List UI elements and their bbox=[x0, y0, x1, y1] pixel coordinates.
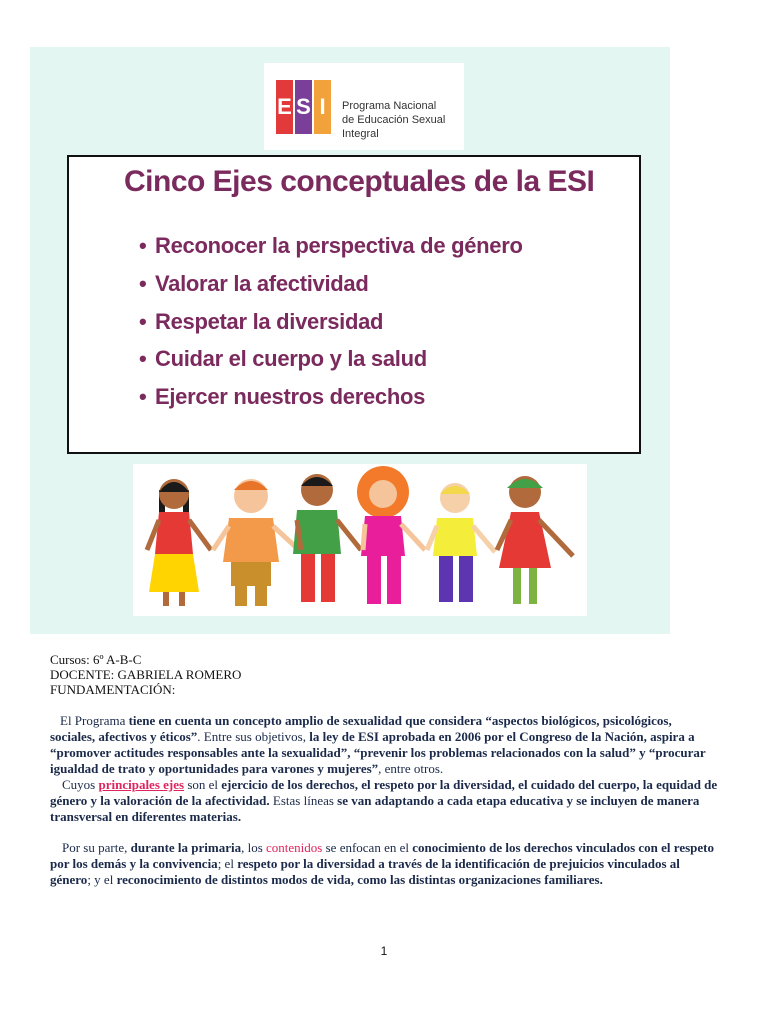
section-heading: FUNDAMENTACIÓN: bbox=[50, 682, 176, 697]
axes-box bbox=[67, 155, 641, 454]
text-span: son el bbox=[184, 777, 222, 792]
page-number: 1 bbox=[380, 944, 388, 958]
paragraph-axes bbox=[50, 777, 718, 825]
child-figure bbox=[357, 466, 425, 604]
text-bold: tiene en cuenta un concepto amplio de sexualidad que considera “aspectos biológicos, psicológicos, sociales, afectivos y éticos” bbox=[50, 713, 672, 744]
esi-logo bbox=[264, 63, 464, 150]
text-span: El Programa bbox=[60, 713, 129, 728]
axis-item bbox=[139, 346, 427, 372]
axis-item bbox=[139, 384, 425, 410]
esi-logo-mark bbox=[276, 78, 332, 136]
text-span: Cuyos bbox=[62, 777, 99, 792]
bullet-icon: • bbox=[139, 309, 147, 334]
bullet-icon: • bbox=[139, 271, 147, 296]
text-span: , los bbox=[241, 840, 263, 855]
logo-letter-e: E bbox=[276, 80, 293, 134]
children-illustration bbox=[133, 464, 587, 616]
axis-item bbox=[139, 233, 523, 259]
axis-label: Ejercer nuestros derechos bbox=[155, 384, 426, 409]
principal-axes-link[interactable]: principales ejes bbox=[98, 777, 185, 792]
child-figure bbox=[213, 479, 299, 606]
text-span: ; el bbox=[217, 856, 238, 871]
axis-label: Reconocer la perspectiva de género bbox=[155, 233, 523, 258]
text-bold: reconocimiento de distintos modos de vida, como las distintas organizaciones familiares. bbox=[116, 872, 603, 887]
child-figure bbox=[147, 479, 211, 606]
logo-line-1: Programa Nacional bbox=[342, 100, 437, 112]
text-bold: se van adaptando a cada etapa educativa y se incluyen de manera transversal en diferentes materias. bbox=[50, 793, 700, 824]
text-bold: durante la primaria bbox=[130, 840, 242, 855]
text-span: se enfocan en el bbox=[322, 840, 413, 855]
child-figure bbox=[427, 483, 495, 602]
bullet-icon: • bbox=[139, 346, 147, 371]
axis-label: Valorar la afectividad bbox=[155, 271, 369, 296]
axis-label: Respetar la diversidad bbox=[155, 309, 384, 334]
logo-letter-s: S bbox=[295, 80, 312, 134]
text-bold: conocimiento de los derechos vinculados con el respeto por los demás y la convivencia bbox=[50, 840, 714, 871]
axis-item bbox=[139, 309, 383, 335]
paragraph-program bbox=[50, 713, 718, 777]
text-bold: respeto por la diversidad a través de la identificación de prejuicios vinculados al género bbox=[50, 856, 680, 887]
text-span: Por su parte, bbox=[62, 840, 131, 855]
text-span: , entre otros. bbox=[378, 761, 444, 776]
logo-line-2: de Educación Sexual Integral bbox=[342, 114, 446, 140]
text-span: ; y el bbox=[87, 872, 117, 887]
axes-title: Cinco Ejes conceptuales de la ESI bbox=[124, 165, 595, 198]
logo-text bbox=[342, 99, 464, 141]
logo-letter-i: I bbox=[314, 80, 331, 134]
bullet-icon: • bbox=[139, 233, 147, 258]
courses-line: Cursos: 6º A-B-C bbox=[50, 652, 142, 667]
text-span: . Entre sus objetivos, bbox=[197, 729, 310, 744]
axis-item bbox=[139, 271, 369, 297]
text-bold: ejercicio de los derechos, el respeto por la diversidad, el cuidado del cuerpo, la equidad de género y la valoración de la afectividad. bbox=[50, 777, 718, 808]
contents-link[interactable]: contenidos bbox=[262, 840, 323, 855]
paragraph-primary bbox=[50, 840, 718, 888]
axis-label: Cuidar el cuerpo y la salud bbox=[155, 346, 427, 371]
child-figure bbox=[293, 474, 361, 602]
teacher-line: DOCENTE: GABRIELA ROMERO bbox=[50, 667, 242, 682]
text-bold: la ley de ESI aprobada en 2006 por el Congreso de la Nación, aspira a “promover actitudes responsables ante la sexualidad”, “prevenir los problemas relacionados con la salud” y “procurar igualdad de trato y oportunidades para varones y mujeres” bbox=[50, 729, 706, 776]
text-span: Estas líneas bbox=[269, 793, 338, 808]
bullet-icon: • bbox=[139, 384, 147, 409]
child-figure bbox=[497, 476, 573, 604]
